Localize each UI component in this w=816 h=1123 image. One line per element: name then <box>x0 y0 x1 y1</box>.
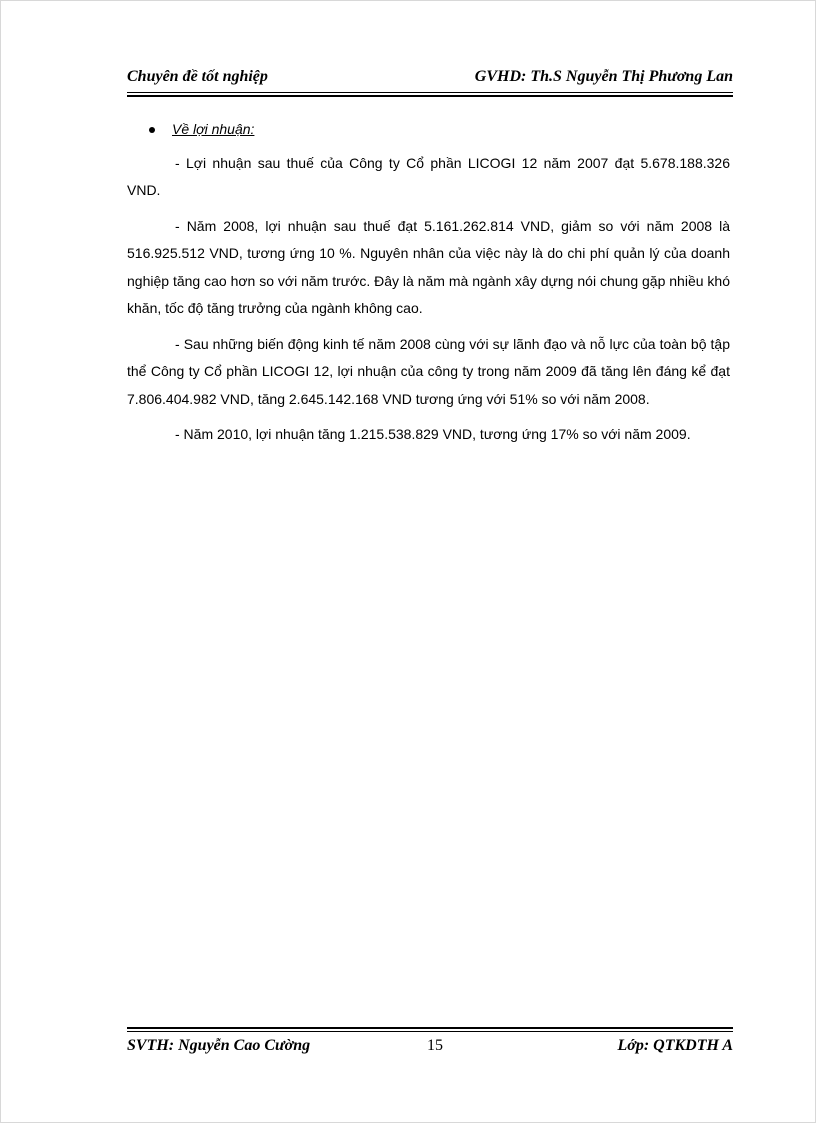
paragraph-4: - Năm 2010, lợi nhuận tăng 1.215.538.829 VND, tương ứng 17% so với năm 2009. <box>175 426 691 442</box>
page-footer <box>127 1037 733 1059</box>
page-number: 15 <box>427 1037 443 1054</box>
header-left-title: Chuyên đề tốt nghiệp <box>127 68 268 85</box>
header-advisor: GVHD: Th.S Nguyễn Thị Phương Lan <box>474 68 733 85</box>
paragraph-2: - Năm 2008, lợi nhuận sau thuế đạt 5.161.262.814 VND, giảm so với năm 2008 là 516.925.512 VND, tương ứng 10 %. Nguyên nhân của việc này là do chi phí quản lý của doanh nghiệp tăng cao hơn so với năm trước. Đây là năm mà ngành xây dựng nói chung gặp nhiều khó khăn, tốc độ tăng trưởng của ngành không cao. <box>127 217 730 316</box>
paragraph-3: - Sau những biến động kinh tế năm 2008 cùng với sự lãnh đạo và nỗ lực của toàn bộ tập thể Công ty Cổ phần LICOGI 12, lợi nhuận của công ty trong năm 2009 đã tăng lên đáng kể đạt 7.806.404.982 VND, tăng 2.645.142.168 VND tương ứng với 51% so với năm 2008. <box>127 335 730 407</box>
section-heading: Về lợi nhuận: <box>172 121 255 137</box>
footer-student: SVTH: Nguyễn Cao Cường <box>127 1037 311 1054</box>
paragraph-1: - Lợi nhuận sau thuế của Công ty Cổ phần LICOGI 12 năm 2007 đạt 5.678.188.326 VND. <box>127 154 730 198</box>
footer-class: Lớp: QTKDTH A <box>617 1037 733 1054</box>
document-body <box>127 116 730 457</box>
bullet-icon <box>149 127 155 133</box>
section-bullet <box>127 116 730 144</box>
footer-rule <box>127 1027 733 1032</box>
header-rule <box>127 92 733 97</box>
page-header <box>127 68 733 86</box>
